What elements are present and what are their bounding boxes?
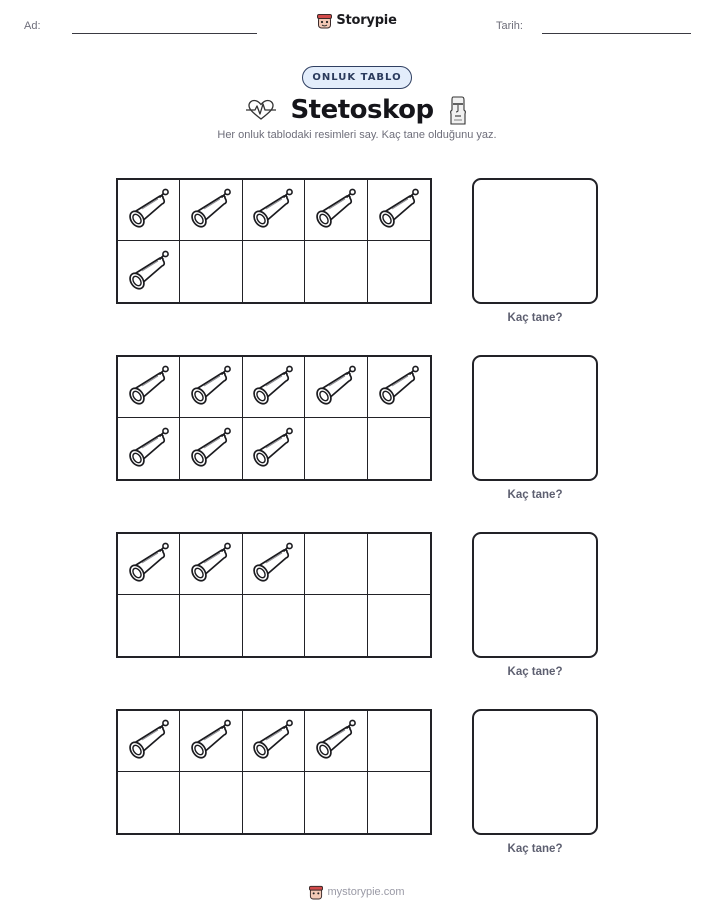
instructions: Her onluk tablodaki resimleri say. Kaç tane olduğunu yaz. — [217, 129, 497, 141]
frame-cell — [180, 241, 242, 302]
frame-cell — [368, 418, 430, 479]
ten-frame — [116, 178, 432, 304]
brand-name: Storypie — [336, 13, 397, 28]
frame-cell — [305, 534, 367, 595]
frame-cell — [118, 180, 180, 241]
stethoscope-icon — [377, 188, 421, 232]
ten-frame — [116, 355, 432, 481]
answer-label: Kaç tane? — [507, 666, 563, 678]
stethoscope-icon — [189, 427, 233, 471]
frame-cell — [243, 418, 305, 479]
frame-cell — [368, 534, 430, 595]
category-badge-wrap — [0, 66, 714, 89]
frame-cell — [118, 772, 180, 833]
frame-cell — [305, 418, 367, 479]
frame-cell — [305, 180, 367, 241]
storypie-mascot-icon — [309, 884, 323, 900]
frame-cell — [368, 772, 430, 833]
answer-box[interactable] — [472, 178, 598, 304]
stethoscope-icon — [189, 365, 233, 409]
stethoscope-icon — [314, 365, 358, 409]
frame-cell — [243, 711, 305, 772]
date-label: Tarih: — [496, 20, 523, 32]
frame-cell — [243, 595, 305, 656]
frame-cell — [243, 772, 305, 833]
frame-cell — [243, 180, 305, 241]
stethoscope-icon — [189, 542, 233, 586]
frame-cell — [118, 357, 180, 418]
stethoscope-icon — [127, 542, 171, 586]
footer — [0, 884, 714, 900]
frame-cell — [180, 534, 242, 595]
stethoscope-icon — [127, 188, 171, 232]
moai-statue-icon — [448, 95, 468, 125]
frame-cell — [368, 595, 430, 656]
heartbeat-icon — [246, 99, 276, 121]
ten-frame — [116, 532, 432, 658]
frame-cell — [305, 772, 367, 833]
frame-cell — [305, 241, 367, 302]
category-badge: ONLUK TABLO — [302, 66, 411, 89]
name-label: Ad: — [24, 20, 41, 32]
frame-cell — [305, 595, 367, 656]
stethoscope-icon — [251, 542, 295, 586]
title-row — [0, 90, 714, 130]
frame-cell — [368, 241, 430, 302]
frame-cell — [180, 357, 242, 418]
stethoscope-icon — [251, 188, 295, 232]
frame-cell — [180, 180, 242, 241]
page-title: Stetoskop — [290, 95, 434, 125]
stethoscope-icon — [314, 719, 358, 763]
stethoscope-icon — [127, 250, 171, 294]
frame-cell — [180, 595, 242, 656]
frame-cell — [118, 241, 180, 302]
brand-logo — [0, 12, 714, 34]
frame-cell — [180, 772, 242, 833]
frame-cell — [368, 357, 430, 418]
stethoscope-icon — [377, 365, 421, 409]
stethoscope-icon — [189, 719, 233, 763]
frame-cell — [118, 595, 180, 656]
stethoscope-icon — [251, 365, 295, 409]
date-line[interactable] — [542, 33, 691, 34]
stethoscope-icon — [127, 427, 171, 471]
frame-cell — [243, 534, 305, 595]
frame-cell — [305, 357, 367, 418]
frame-cell — [180, 711, 242, 772]
answer-box[interactable] — [472, 355, 598, 481]
stethoscope-icon — [251, 427, 295, 471]
ten-frame — [116, 709, 432, 835]
footer-url[interactable]: mystorypie.com — [327, 886, 405, 898]
frame-cell — [180, 418, 242, 479]
frame-cell — [368, 711, 430, 772]
stethoscope-icon — [127, 365, 171, 409]
frame-cell — [118, 418, 180, 479]
stethoscope-icon — [127, 719, 171, 763]
frame-cell — [118, 711, 180, 772]
stethoscope-icon — [314, 188, 358, 232]
answer-label: Kaç tane? — [507, 312, 563, 324]
answer-box[interactable] — [472, 532, 598, 658]
frame-cell — [118, 534, 180, 595]
storypie-mascot-icon — [317, 12, 332, 29]
frame-cell — [368, 180, 430, 241]
answer-box[interactable] — [472, 709, 598, 835]
frame-cell — [243, 241, 305, 302]
answer-label: Kaç tane? — [507, 489, 563, 501]
frame-cell — [243, 357, 305, 418]
stethoscope-icon — [251, 719, 295, 763]
frame-cell — [305, 711, 367, 772]
answer-label: Kaç tane? — [507, 843, 563, 855]
stethoscope-icon — [189, 188, 233, 232]
